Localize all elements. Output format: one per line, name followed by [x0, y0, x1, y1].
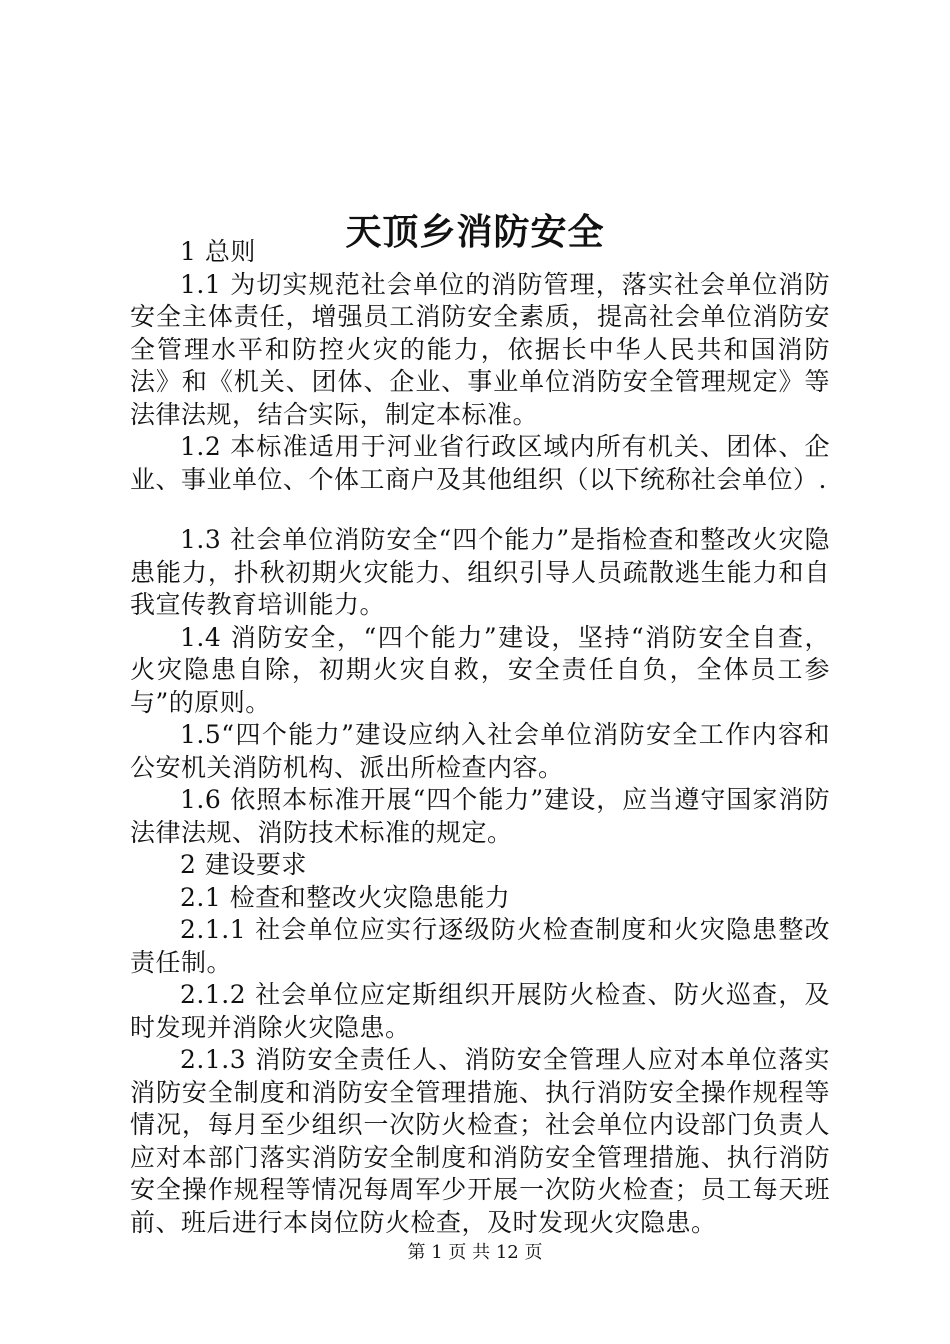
- paragraph-1-6: 1.6 依照本标准开展“四个能力”建设，应当遵守国家消防法律法规、消防技术标准的规定。: [130, 785, 830, 847]
- paragraph-1-4: 1.4 消防安全，“四个能力”建设，坚持“消防安全自查，火灾隐患自除，初期火灾自救，安全责任自负，全体员工参与”的原则。: [130, 622, 830, 717]
- section-heading-general: 1 总则: [180, 237, 256, 266]
- page-number-footer: 第 1 页 共 12 页: [407, 1242, 543, 1263]
- subsection-heading-2-1: 2.1 检查和整改火灾隐患能力: [180, 882, 511, 912]
- document-title: 天顶乡消防安全: [345, 211, 605, 254]
- paragraph-2-1-1: 2.1.1 社会单位应实行逐级防火检查制度和火灾隐患整改责任制。: [130, 915, 830, 977]
- paragraph-1-1: 1.1 为切实规范社会单位的消防管理，落实社会单位消防安全主体责任，增强员工消防安全素质，提高社会单位消防安全管理水平和防控火灾的能力，依据长中华人民共和国消防法》和《机关、团体、企业、事业单位消防安全管理规定》等法律法规，结合实际，制定本标准。: [130, 269, 830, 429]
- section-heading-requirements: 2 建设要求: [180, 850, 307, 879]
- paragraph-1-3: 1.3 社会单位消防安全“四个能力”是指检查和整改火灾隐患能力，扑秋初期火灾能力、组织引导人员疏散逃生能力和自我宣传教育培训能力。: [130, 525, 830, 619]
- paragraph-2-1-2: 2.1.2 社会单位应定斯组织开展防火检查、防火巡查，及时发现并消除火灾隐患。: [130, 980, 830, 1042]
- document-body: [130, 236, 830, 1239]
- paragraph-2-1-3: 2.1.3 消防安全责任人、消防安全管理人应对本单位落实消防安全制度和消防安全管理措施、执行消防安全操作规程等情况，每月至少组织一次防火检查；社会单位内设部门负责人应对本部门落实消防安全制度和消防安全管理措施、执行消防安全操作规程等情况每周军少开展一次防火检查；员工每天班前、班后进行本岗位防火检查，及时发现火灾隐患。: [130, 1045, 830, 1237]
- paragraph-1-2: 1.2 本标准适用于河业省行政区域内所有机关、团体、企业、事业单位、个体工商户及其他组织（以下统称社会单位）.: [130, 432, 830, 494]
- paragraph-1-5: 1.5“四个能力”建设应纳入社会单位消防安全工作内容和公安机关消防机构、派出所检查内容。: [130, 720, 830, 782]
